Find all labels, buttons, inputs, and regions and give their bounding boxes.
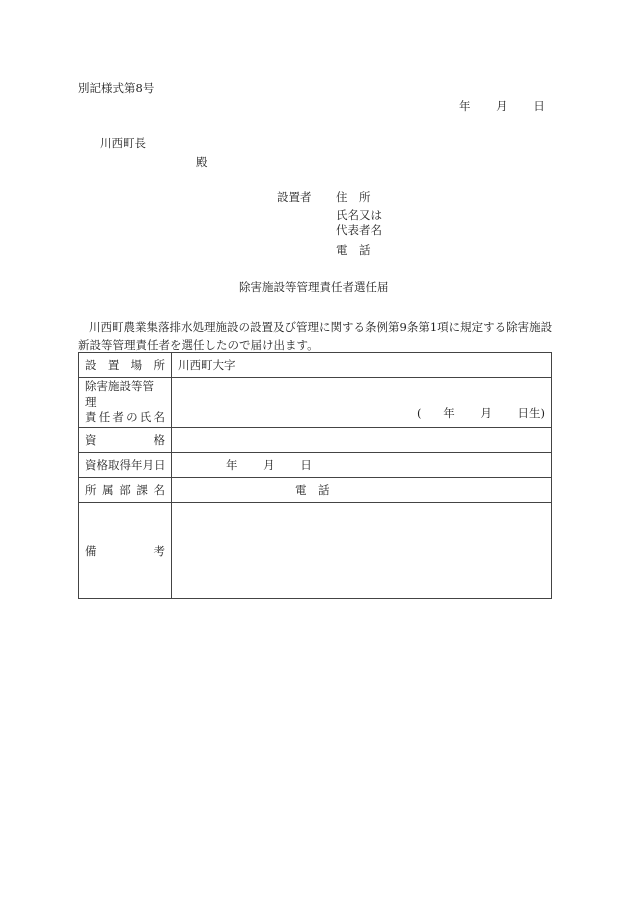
department-label-cell [79,478,172,503]
date-fields [459,101,545,113]
row-manager [79,378,552,428]
manager-label-line1: 除害施設等管理 [85,379,154,409]
qualification-value-cell[interactable] [172,428,552,453]
addressee-name: 川西町長 [100,136,146,150]
date-month: 月 [496,99,508,113]
manager-label-cell [79,378,172,428]
qualification-date-year: 年 [226,458,238,472]
qualification-date-label-cell [79,453,172,478]
qualification-date-cell[interactable] [172,453,552,478]
remarks-label-cell [79,503,172,599]
location-label-cell [79,353,172,378]
location-value: 川西町大字 [178,358,236,372]
applicant-name-label-line1: 氏名又は [336,208,382,222]
form-table [78,352,552,599]
department-phone-label: 電 話 [295,483,330,497]
form-number: 別記様式第8号 [78,81,155,95]
manager-label-line2: 責 任 者 の 氏 名 [85,410,165,425]
date-year: 年 [459,99,471,113]
birth-year: 年 [443,406,455,420]
qualification-date-label: 資 格 取 得 年 月 日 [85,458,166,472]
location-label: 設 置 場 所 [85,358,165,372]
qualification-label-cell [79,428,172,453]
row-qualification-date [79,453,552,478]
qualification-date-day: 日 [300,458,312,472]
row-qualification [79,428,552,453]
qualification-label: 資 格 [85,433,165,447]
date-day: 日 [533,99,545,113]
remarks-value-cell[interactable] [172,503,552,599]
qualification-date-month: 月 [263,458,275,472]
birth-date [417,405,545,421]
row-location [79,353,552,378]
row-department [79,478,552,503]
intro-text: 川西町農業集落排水処理施設の設置及び管理に関する条例第9条第1項に規定する除害施設新設等管理責任者を選任したので届け出ます。 [78,320,553,352]
document-title: 除害施設等管理責任者選任届 [239,280,389,294]
applicant-name-label-line2: 代表者名 [336,223,382,237]
applicant-phone-label: 電 話 [336,243,371,257]
manager-value-cell[interactable] [172,378,552,428]
birth-open-paren: ( [417,406,422,420]
birth-month: 月 [480,406,492,420]
location-value-cell[interactable] [172,353,552,378]
applicant-role-label: 設置者 [277,190,312,204]
department-label: 所 属 部 課 名 [85,483,165,497]
addressee-honorific: 殿 [196,155,208,169]
remarks-label: 備 考 [85,543,165,558]
applicant-address-label: 住 所 [336,190,371,204]
birth-day: 日生) [517,406,545,420]
department-value-cell[interactable] [172,478,552,503]
row-remarks [79,503,552,599]
